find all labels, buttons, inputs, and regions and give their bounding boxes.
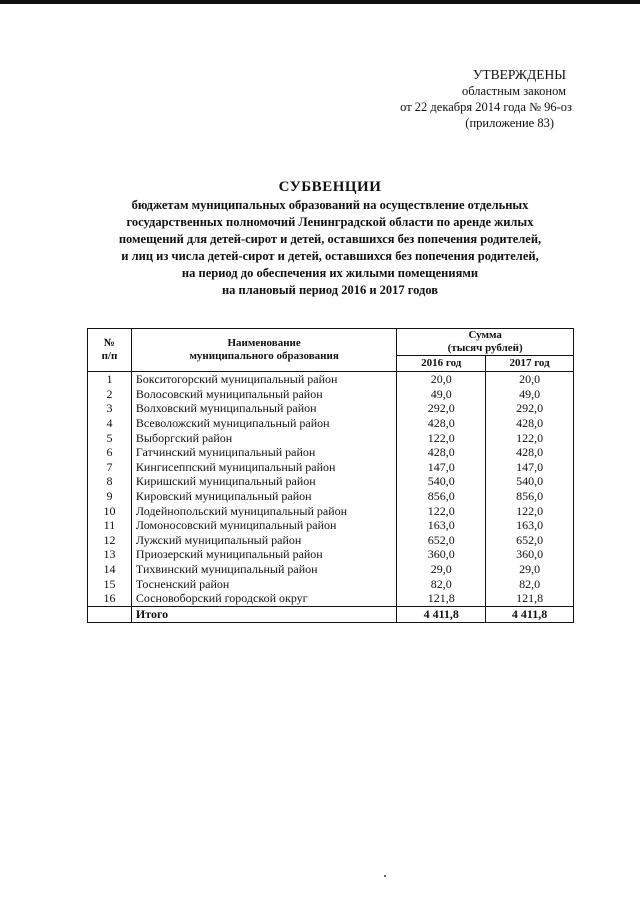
row-value-2016: 122,0 [397,430,486,445]
approval-appendix-line: (приложение 83) [465,116,554,130]
table-row [88,430,574,445]
row-value-2017: 121,8 [486,591,574,606]
page-mark [384,875,386,877]
table-row [88,416,574,431]
row-value-2016: 428,0 [397,445,486,460]
row-value-2017: 147,0 [486,460,574,475]
row-value-2017: 360,0 [486,547,574,562]
approval-law-line: областным законом [461,84,566,98]
row-value-2017: 292,0 [486,401,574,416]
table-row [88,547,574,562]
row-municipality: Выборгский район [131,430,396,445]
table-row [88,489,574,504]
row-value-2017: 82,0 [486,576,574,591]
row-municipality: Лужский муниципальный район [131,533,396,548]
row-value-2016: 147,0 [397,460,486,475]
row-municipality: Ломоносовский муниципальный район [131,518,396,533]
table-row [88,474,574,489]
row-value-2017: 29,0 [486,562,574,577]
row-municipality: Тосненский район [131,576,396,591]
row-municipality: Приозерский муниципальный район [131,547,396,562]
header-municipality: Наименование муниципального образования [131,329,396,372]
row-value-2017: 652,0 [486,533,574,548]
header-year-2017: 2017 год [486,356,574,372]
row-number: 10 [88,503,132,518]
row-number: 7 [88,460,132,475]
row-number: 3 [88,401,132,416]
row-value-2016: 20,0 [397,372,486,387]
row-number: 2 [88,387,132,402]
row-municipality: Бокситогорский муниципальный район [131,372,396,387]
row-number: 8 [88,474,132,489]
row-municipality: Сосновоборский городской округ [131,591,396,606]
row-number: 6 [88,445,132,460]
table-row [88,518,574,533]
document-heading [60,177,600,299]
total-row [88,606,574,622]
row-municipality: Кингисеппский муниципальный район [131,460,396,475]
header-sum: Сумма (тысяч рублей) [397,329,574,356]
row-municipality: Лодейнопольский муниципальный район [131,503,396,518]
document-subtitle: бюджетам муниципальных образований на осуществление отдельных государственных полномочий Ленинградской области по аренде жилых помещений для детей-сирот и детей, оставшихся без попечения родителей, и лиц из числа детей-сирот и детей, оставшихся без попечения родителей, на период до обеспечения их жилыми помещениями на плановый период 2016 и 2017 годов [118,198,542,297]
row-municipality: Волосовский муниципальный район [131,387,396,402]
row-number: 11 [88,518,132,533]
row-municipality: Тихвинский муниципальный район [131,562,396,577]
table-row [88,533,574,548]
row-municipality: Гатчинский муниципальный район [131,445,396,460]
document-title: СУБВЕНЦИИ [278,179,382,195]
row-municipality: Киришский муниципальный район [131,474,396,489]
row-number: 13 [88,547,132,562]
total-number-cell [88,606,132,622]
table-body [88,372,574,607]
table-row [88,387,574,402]
table-row [88,401,574,416]
total-2016: 4 411,8 [397,606,486,622]
row-municipality: Всеволожский муниципальный район [131,416,396,431]
header-number: № п/п [88,329,132,372]
row-value-2017: 428,0 [486,445,574,460]
row-value-2016: 29,0 [397,562,486,577]
approval-title: УТВЕРЖДЕНЫ [472,67,566,82]
row-value-2016: 856,0 [397,489,486,504]
total-2017: 4 411,8 [486,606,574,622]
row-value-2017: 540,0 [486,474,574,489]
row-value-2017: 49,0 [486,387,574,402]
row-number: 4 [88,416,132,431]
row-number: 15 [88,576,132,591]
row-value-2016: 652,0 [397,533,486,548]
approval-stamp [400,67,572,131]
row-value-2017: 122,0 [486,503,574,518]
row-value-2017: 122,0 [486,430,574,445]
approval-date-line: от 22 декабря 2014 года № 96-оз [400,100,572,114]
total-label: Итого [131,606,396,622]
row-value-2016: 540,0 [397,474,486,489]
header-year-2016: 2016 год [397,356,486,372]
row-value-2016: 121,8 [397,591,486,606]
row-number: 9 [88,489,132,504]
row-value-2016: 49,0 [397,387,486,402]
table-row [88,460,574,475]
top-border-line [0,0,640,4]
row-number: 5 [88,430,132,445]
table-row [88,562,574,577]
subventions-table [87,328,574,623]
row-value-2017: 163,0 [486,518,574,533]
row-value-2016: 122,0 [397,503,486,518]
row-number: 12 [88,533,132,548]
row-municipality: Кировский муниципальный район [131,489,396,504]
row-value-2016: 82,0 [397,576,486,591]
row-number: 16 [88,591,132,606]
row-number: 1 [88,372,132,387]
row-value-2017: 20,0 [486,372,574,387]
table-row [88,445,574,460]
row-value-2017: 856,0 [486,489,574,504]
row-value-2016: 360,0 [397,547,486,562]
row-number: 14 [88,562,132,577]
row-value-2016: 292,0 [397,401,486,416]
table-row [88,372,574,387]
table-row [88,576,574,591]
row-value-2017: 428,0 [486,416,574,431]
row-value-2016: 163,0 [397,518,486,533]
table-row [88,503,574,518]
row-municipality: Волховский муниципальный район [131,401,396,416]
row-value-2016: 428,0 [397,416,486,431]
table-row [88,591,574,606]
